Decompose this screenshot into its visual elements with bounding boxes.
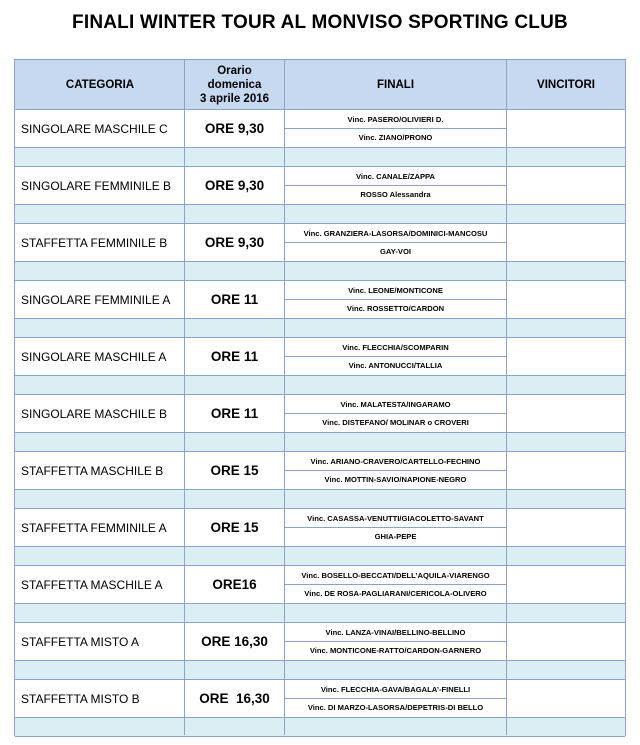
final-match-1: Vinc. MALATESTA/INGARAMO (285, 395, 506, 414)
header-vincitori: VINCITORI (537, 78, 595, 91)
winners-cell (507, 338, 625, 375)
header-orario-line1: Orario (217, 64, 252, 77)
category-cell: SINGOLARE FEMMINILE B (21, 178, 172, 193)
separator-row (15, 433, 625, 452)
time-cell: ORE 15 (210, 463, 259, 478)
time-cell: ORE 9,30 (204, 235, 265, 250)
column-divider (506, 60, 507, 735)
category-cell: STAFFETTA MASCHILE B (21, 463, 164, 478)
table-row (15, 395, 625, 433)
header-categoria: CATEGORIA (65, 78, 135, 91)
table-row (15, 281, 625, 319)
table-row (15, 509, 625, 547)
time-cell: ORE16 (212, 577, 257, 592)
final-match-2: Vinc. MOTTIN-SAVIO/NAPIONE-NEGRO (324, 474, 467, 484)
column-divider (284, 60, 285, 735)
final-match-2: GHIA-PEPE (374, 531, 417, 541)
header-orario-line2: domenica (207, 78, 262, 91)
category-cell: SINGOLARE MASCHILE B (21, 406, 168, 421)
category-cell: STAFFETTA MISTO A (21, 634, 140, 649)
final-match-2: Vinc. ZIANO/PRONO (358, 132, 433, 142)
final-match-1: Vinc. PASERO/OLIVIERI D. (285, 110, 506, 129)
final-match-2: Vinc. DI MARZO-LASORSA/DEPETRIS-DI BELLO (307, 702, 484, 712)
winners-cell (507, 110, 625, 147)
time-cell: ORE 15 (210, 520, 259, 535)
winners-cell (507, 224, 625, 261)
winners-cell (507, 680, 625, 717)
separator-row (15, 376, 625, 395)
final-match-1: Vinc. LEONE/MONTICONE (285, 281, 506, 300)
final-match-1: Vinc. FLECCHIA-GAVA/BAGALA’-FINELLI (285, 680, 506, 699)
category-cell: SINGOLARE MASCHILE C (21, 121, 168, 136)
separator-row (15, 604, 625, 623)
separator-row (15, 490, 625, 509)
category-cell: STAFFETTA MASCHILE A (21, 577, 163, 592)
time-cell: ORE 9,30 (204, 178, 265, 193)
table-row (15, 167, 625, 205)
separator-row (15, 205, 625, 224)
category-cell: STAFFETTA FEMMINILE A (21, 520, 167, 535)
winners-cell (507, 167, 625, 204)
winners-cell (507, 623, 625, 660)
table-row (15, 680, 625, 718)
winners-cell (507, 281, 625, 318)
winners-cell (507, 452, 625, 489)
final-match-2: Vinc. DE ROSA-PAGLIARANI/CERICOLA-OLIVERO (304, 588, 487, 598)
category-cell: SINGOLARE MASCHILE A (21, 349, 167, 364)
table-row (15, 110, 625, 148)
final-match-2: Vinc. ROSSETTO/CARDON (346, 303, 445, 313)
final-match-1: Vinc. ARIANO-CRAVERO/CARTELLO-FECHINO (285, 452, 506, 471)
final-match-1: Vinc. GRANZIERA-LASORSA/DOMINICI-MANCOSU (285, 224, 506, 243)
final-match-2: Vinc. ANTONUCCI/TALLIA (348, 360, 443, 370)
separator-row (15, 262, 625, 281)
header-finali: FINALI (376, 78, 415, 91)
final-match-1: Vinc. CANALE/ZAPPA (285, 167, 506, 186)
page-title: FINALI WINTER TOUR AL MONVISO SPORTING CLUB (72, 12, 568, 33)
header-orario (185, 60, 284, 109)
final-match-2: GAY-VOI (380, 246, 411, 256)
table-row (15, 566, 625, 604)
table-row (15, 623, 625, 661)
category-cell: STAFFETTA MISTO B (21, 691, 140, 706)
separator-row (15, 547, 625, 566)
separator-row (15, 718, 625, 737)
separator-row (15, 148, 625, 167)
category-cell: STAFFETTA FEMMINILE B (21, 235, 168, 250)
final-match-2: Vinc. DISTEFANO/ MOLINAR o CROVERI (322, 417, 469, 427)
final-match-1: Vinc. FLECCHIA/SCOMPARIN (285, 338, 506, 357)
final-match-2: ROSSO Alessandra (360, 189, 431, 199)
table-row (15, 452, 625, 490)
time-cell: ORE 11 (210, 292, 259, 307)
time-cell: ORE 11 (210, 406, 259, 421)
time-cell: ORE 11 (210, 349, 259, 364)
finals-table (14, 59, 626, 736)
time-cell: ORE 16,30 (201, 634, 268, 649)
winners-cell (507, 566, 625, 603)
final-match-2: Vinc. MONTICONE-RATTO/CARDON-GARNERO (309, 645, 482, 655)
separator-row (15, 661, 625, 680)
final-match-1: Vinc. CASASSA-VENUTTI/GIACOLETTO-SAVANT (285, 509, 506, 528)
time-cell: ORE 9,30 (204, 121, 265, 136)
header-orario-line3: 3 aprile 2016 (199, 92, 270, 105)
winners-cell (507, 509, 625, 546)
separator-row (15, 319, 625, 338)
time-cell: ORE 16,30 (199, 691, 270, 706)
table-header (15, 60, 625, 110)
category-cell: SINGOLARE FEMMINILE A (21, 292, 171, 307)
table-row (15, 224, 625, 262)
winners-cell (507, 395, 625, 432)
column-divider (184, 60, 185, 735)
table-row (15, 338, 625, 376)
final-match-1: Vinc. LANZA-VINAI/BELLINO-BELLINO (285, 623, 506, 642)
final-match-1: Vinc. BOSELLO-BECCATI/DELL’AQUILA-VIARENGO (285, 566, 506, 585)
